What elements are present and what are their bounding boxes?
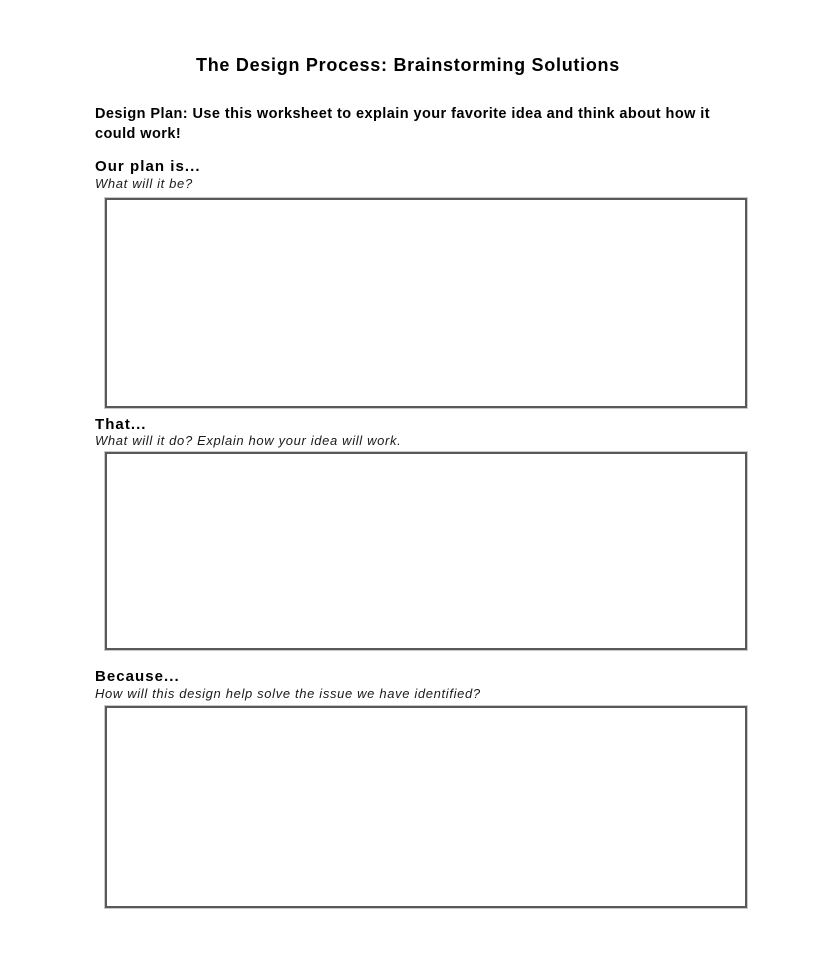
section-prompt-because: How will this design help solve the issue we have identified? xyxy=(95,686,481,701)
section-heading-that: That... xyxy=(95,416,147,433)
intro-paragraph: Design Plan: Use this worksheet to explain your favorite idea and think about how it could work! xyxy=(95,106,711,142)
page-title: The Design Process: Brainstorming Solutions xyxy=(195,55,621,75)
answer-box-that[interactable] xyxy=(105,452,747,650)
answer-box-our-plan[interactable] xyxy=(105,198,747,408)
answer-box-because[interactable] xyxy=(105,706,747,908)
section-prompt-that: What will it do? Explain how your idea will work. xyxy=(95,433,402,448)
section-prompt-our-plan: What will it be? xyxy=(95,176,193,191)
section-heading-our-plan: Our plan is... xyxy=(95,158,201,175)
section-heading-because: Because... xyxy=(95,668,180,685)
